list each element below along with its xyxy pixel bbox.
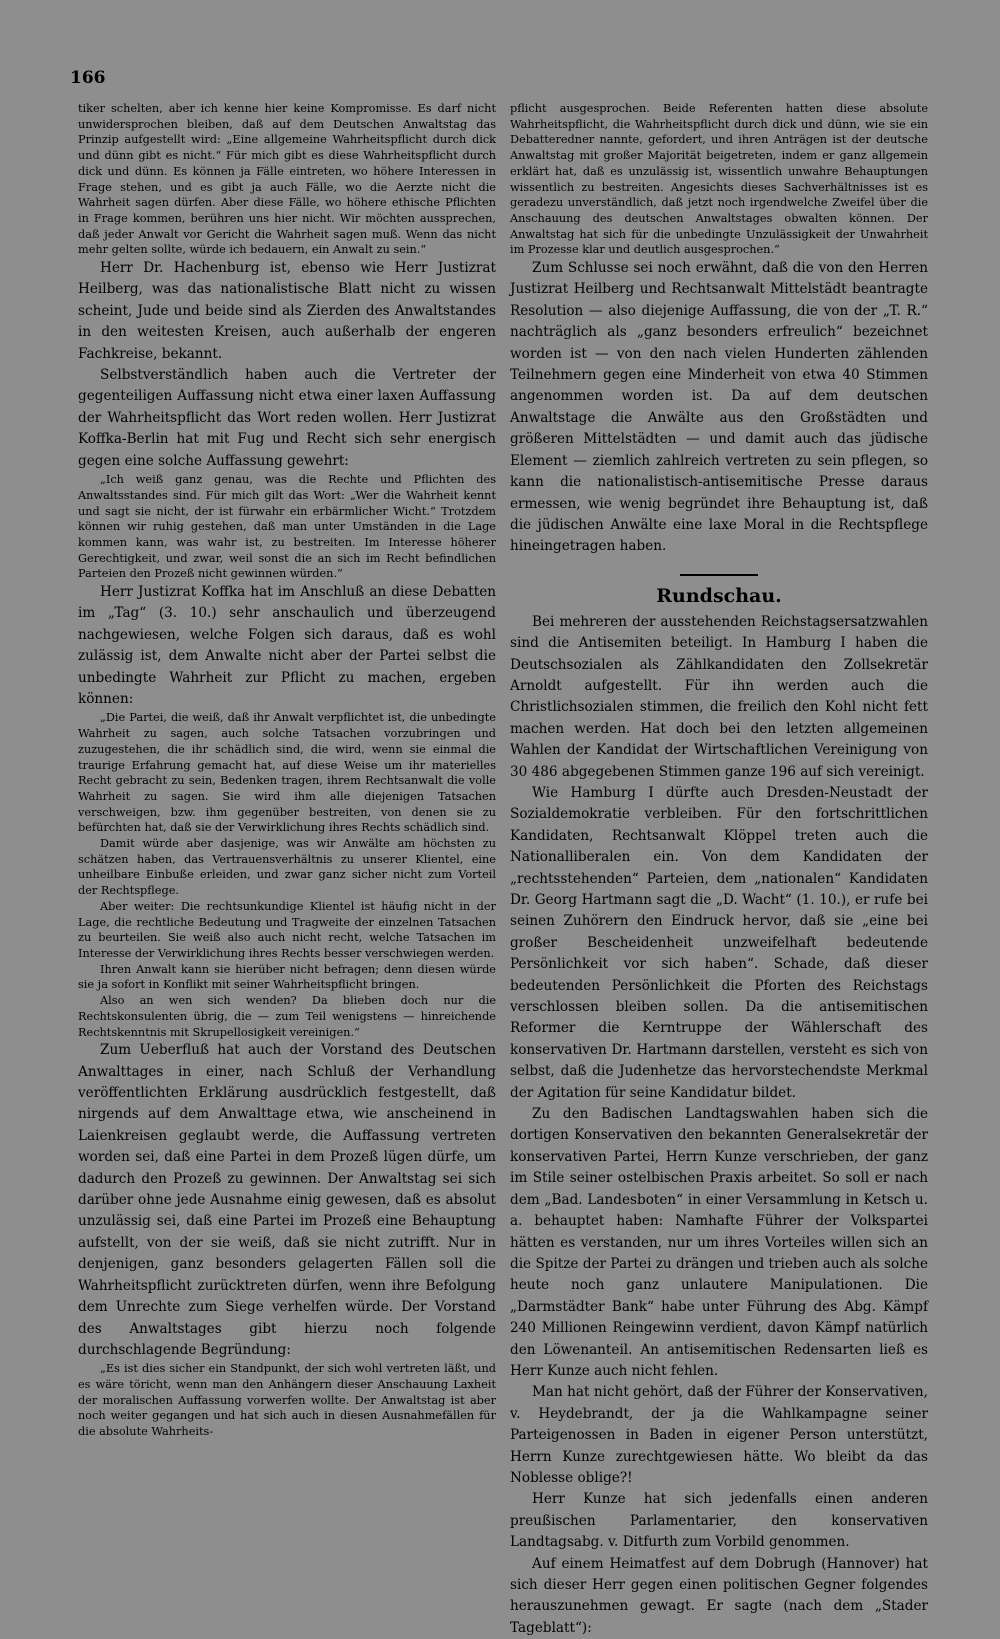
paragraph: Zu den Badischen Landtagswahlen haben sich die dortigen Konservativen den bekannten Generalsekretär der konservativen Partei, Herrn Kunze verschrieben, der ganz im Stile seiner ostelbischen Praxis arbeitet. So soll er nach dem „Bad. Landesboten“ in einer Versammlung in Ketsch u. a. behauptet haben: Namhafte Führer der Volkspartei hätten es verstanden, nur um ihres Vorteiles willen sich an die Spitze der Partei zu drängen und trieben auch als solche heute noch ganz unlautere Manipulationen. Die „Darmstädter Bank“ habe unter Führung des Abg. Kämpf 240 Millionen Reingewinn verdient, davon Kämpf natürlich den Löwenanteil. An antisemitischen Redensarten ließ es Herr Kunze auch nicht fehlen. bbox=[510, 1106, 928, 1379]
paragraph: Wie Hamburg I dürfte auch Dresden-Neustadt der Sozialdemokratie verbleiben. Für den fortschrittlichen Kandidaten, Rechtsanwalt Klöppel treten auch die Nationalliberalen ein. Von dem Kandidaten der „rechtsstehenden“ Parteien, dem „nationalen“ Kandidaten Dr. Georg Hartmann sagt die „D. Wacht“ (1. 10.), er rufe bei seinen Zuhörern den Eindruck hervor, daß sie „eine bei großer Bescheidenheit unzweifelhaft bedeutende Persönlichkeit vor sich haben“. Schade, daß dieser bedeutenden Persönlichkeit die Pforten des Reichstags verschlossen bleiben sollen. Da die antisemitischen Reformer die Kerntruppe der Wählerschaft des konservativen Dr. Hartmann darstellen, versteht es sich von selbst, daß die Judenhetze das hervorstechendste Merkmal der Agitation für seine Kandidatur bildet. bbox=[510, 784, 928, 1101]
paragraph: Zum Ueberfluß hat auch der Vorstand des Deutschen Anwalttages in einer, nach Schluß der Verhandlung veröffentlichten Erklärung ausdrücklich festgestellt, daß nirgends auf dem Anwalttage etwa, wie anscheinend in Laienkreisen geglaubt werde, die Auffassung vertreten worden sei, daß eine Partei in dem Prozeß lügen dürfe, um dadurch den Prozeß zu gewinnen. Der Anwaltstag sei sich darüber ohne jede Ausnahme einig gewesen, daß es absolut unzulässig sei, daß eine Partei im Prozeß eine Behauptung aufstellt, von der sie weiß, daß sie nicht zutrifft. Nur in denjenigen, ganz besonders gelagerten Fällen soll die Wahrheitspflicht zurücktreten dürfen, wenn ihre Befolgung dem Unrechte zum Siege verhelfen würde. Der Vorstand des Anwaltstages gibt hierzu noch folgende durchschlagende Begründung: bbox=[78, 1042, 496, 1358]
paragraph: Damit würde aber dasjenige, was wir Anwälte am höchsten zu schätzen haben, das Vertrauensverhältnis zu unserer Klientel, eine unheilbare Einbuße erleiden, und zwar ganz sicher nicht zum Vorteil der Rechtspflege. bbox=[78, 837, 496, 898]
paragraph: Herr Dr. Hachenburg ist, ebenso wie Herr Justizrat Heilberg, was das nationalistische Blatt nicht zu wissen scheint, Jude und beide sind als Zierden des Anwaltstandes in den weitesten Kreisen, auch außerhalb der engeren Fachkreise, bekannt. bbox=[78, 260, 496, 362]
right-column bbox=[510, 101, 928, 1639]
paragraph: Auf einem Heimatfest auf dem Dobrugh (Hannover) hat sich dieser Herr gegen einen politischen Gegner folgendes herauszunehmen gewagt. Er sagte (nach dem „Stader Tageblatt“): bbox=[510, 1555, 928, 1636]
paragraph: „Die Partei, die weiß, daß ihr Anwalt verpflichtet ist, die unbedingte Wahrheit zu sagen, auch solche Tatsachen vorzubringen und zuzugestehen, die ihr schädlich sind, die wird, wenn sie einmal die traurige Erfahrung gemacht hat, auf diese Weise um ihr materielles Recht gebracht zu sein, Bedenken tragen, ihrem Rechtsanwalt die volle Wahrheit zu sagen. Sie wird ihm alle diejenigen Tatsachen verschweigen, bzw. ihm gegenüber bestreiten, von denen sie zu befürchten hat, daß sie der Verwirklichung ihres Rechts schädlich sind. bbox=[78, 711, 496, 835]
paragraph: Zum Schlusse sei noch erwähnt, daß die von den Herren Justizrat Heilberg und Rechtsanwalt Mittelstädt beantragte Resolution — also diejenige Auffassung, die von der „T. R.“ nachträglich als „ganz besonders erfreulich“ bezeichnet worden ist — von den nach vielen Hunderten zählenden Teilnehmern gegen eine Minderheit von etwa 40 Stimmen angenommen worden ist. Da auf dem deutschen Anwaltstage die Anwälte aus den Großstädten und größeren Mittelstädten — und damit auch das jüdische Element — ziemlich zahlreich vertreten zu sein pflegen, so kann die nationalistisch-antisemitische Presse daraus ermessen, wie wenig begründet ihre Behauptung ist, daß die jüdischen Anwälte eine laxe Moral in die Rechtspflege hineingetragen haben. bbox=[510, 260, 928, 555]
paragraph: pflicht ausgesprochen. Beide Referenten hatten diese absolute Wahrheitspflicht, die Wahrheitspflicht durch dick und dünn, wie sie ein Debatteredner nannte, gefordert, und ihren Anträgen ist der deutsche Anwaltstag mit großer Majorität beigetreten, indem er ganz allgemein erklärt hat, daß es unzulässig ist, wissentlich unwahre Behauptungen wissentlich zu bestreiten. Angesichts dieses Sachverhältnisses ist es geradezu unverständlich, daß jetzt noch irgendwelche Zweifel über die Anschauung des deutschen Anwaltstages obwalten können. Der Anwaltstag hat sich für die unbedingte Unzulässigkeit der Unwahrheit im Prozesse klar und deutlich ausgesprochen.“ bbox=[510, 102, 928, 257]
paragraph: Selbstverständlich haben auch die Vertreter der gegenteiligen Auffassung nicht etwa einer laxen Auffassung der Wahrheitspflicht das Wort reden wollen. Herr Justizrat Koffka-Berlin hat mit Fug und Recht sich sehr energisch gegen eine solche Auffassung gewehrt: bbox=[78, 367, 496, 469]
paragraph: „Es ist dies sicher ein Standpunkt, der sich wohl vertreten läßt, und es wäre töricht, wenn man den Anhängern dieser Anschauung Laxheit der moralischen Auffassung vorwerfen wollte. Der Anwaltstag ist aber noch weiter gegangen und hat sich auch in diesen Ausnahmefällen für die absolute Wahrheits- bbox=[78, 1362, 496, 1439]
paragraph: Ihren Anwalt kann sie hierüber nicht befragen; denn diesen würde sie ja sofort in Konflikt mit seiner Wahrheitspflicht bringen. bbox=[78, 962, 496, 992]
paragraph: Herr Kunze hat sich jedenfalls einen anderen preußischen Parlamentarier, den konservativen Landtagsabg. v. Ditfurth zum Vorbild genommen. bbox=[510, 1491, 928, 1551]
right-column-bottom bbox=[510, 612, 928, 1639]
paragraph: Herr Justizrat Koffka hat im Anschluß an diese Debatten im „Tag“ (3. 10.) sehr anschaulich und überzeugend nachgewiesen, welche Folgen sich daraus, daß es wohl zulässig ist, dem Anwalte nicht aber der Partei selbst die unbedingte Wahrheit zur Pflicht zu machen, ergeben können: bbox=[78, 584, 496, 708]
page-number: 166 bbox=[70, 68, 106, 88]
paragraph: Also an wen sich wenden? Da blieben doch nur die Rechtskonsulenten übrig, die — zum Teil wenigstens — hinreichende Rechtskenntnis mit Skrupellosigkeit vereinigen.“ bbox=[78, 994, 496, 1039]
paragraph: „Ich weiß ganz genau, was die Rechte und Pflichten des Anwaltsstandes sind. Für mich gilt das Wort: „Wer die Wahrheit kennt und sagt sie nicht, der ist fürwahr ein erbärmlicher Wicht.“ Trotzdem können wir ruhig gestehen, daß man unter Umständen in die Lage kommen kann, was wahr ist, zu bestreiten. Im Interesse höherer Gerechtigkeit, und zwar, weil sonst die an sich im Recht befindlichen Parteien den Prozeß nicht gewinnen würden.“ bbox=[78, 473, 496, 581]
paragraph: tiker schelten, aber ich kenne hier keine Kompromisse. Es darf nicht unwidersprochen bleiben, daß auf dem Deutschen Anwaltstag das Prinzip aufgestellt wird: „Eine allgemeine Wahrheitspflicht durch dick und dünn gibt es nicht.“ Für mich gibt es diese Wahrheitspflicht durch dick und dünn. Es können ja Fälle eintreten, wo höhere Interessen in Frage stehen, und es gibt ja auch Fälle, wo die Aerzte nicht die Wahrheit sagen dürfen. Aber diese Fälle, wo höhere ethische Pflichten in Frage kommen, berühren uns hier nicht. Wir möchten aussprechen, daß jeder Anwalt vor Gericht die Wahrheit sagen muß. Wenn das nicht mehr gelten sollte, würde ich bedauern, ein Anwalt zu sein.“ bbox=[78, 102, 496, 257]
section-heading: Rundschau. bbox=[656, 584, 782, 607]
paragraph: Bei mehreren der ausstehenden Reichstagsersatzwahlen sind die Antisemiten beteiligt. In Hamburg I haben die Deutschsozialen als Zählkandidaten den Zollsekretär Arnoldt aufgestellt. Für ihn werden auch die Christlichsozialen stimmen, die freilich den Kohl nicht fett machen werden. Hat doch bei den letzten allgemeinen Wahlen der Kandidat der Wirtschaftlichen Vereinigung von 30 486 abgegebenen Stimmen ganze 196 auf sich vereinigt. bbox=[510, 613, 928, 780]
paragraph: Aber weiter: Die rechtsunkundige Klientel ist häufig nicht in der Lage, die rechtliche Bedeutung und Tragweite der einzelnen Tatsachen zu beurteilen. Sie weiß also auch nicht recht, welche Tatsachen im Interesse der Verwirklichung ihres Rechts besser verschwiegen werden. bbox=[78, 899, 496, 960]
paragraph: Man hat nicht gehört, daß der Führer der Konservativen, v. Heydebrandt, der ja die Wahlkampagne seiner Parteigenossen in Baden in eigener Person unterstützt, Herrn Kunze zurechtgewiesen hätte. Wo bleibt da das Noblesse oblige?! bbox=[510, 1384, 928, 1486]
section-divider bbox=[680, 574, 758, 576]
left-column bbox=[78, 101, 496, 1440]
right-column-top bbox=[510, 101, 928, 558]
